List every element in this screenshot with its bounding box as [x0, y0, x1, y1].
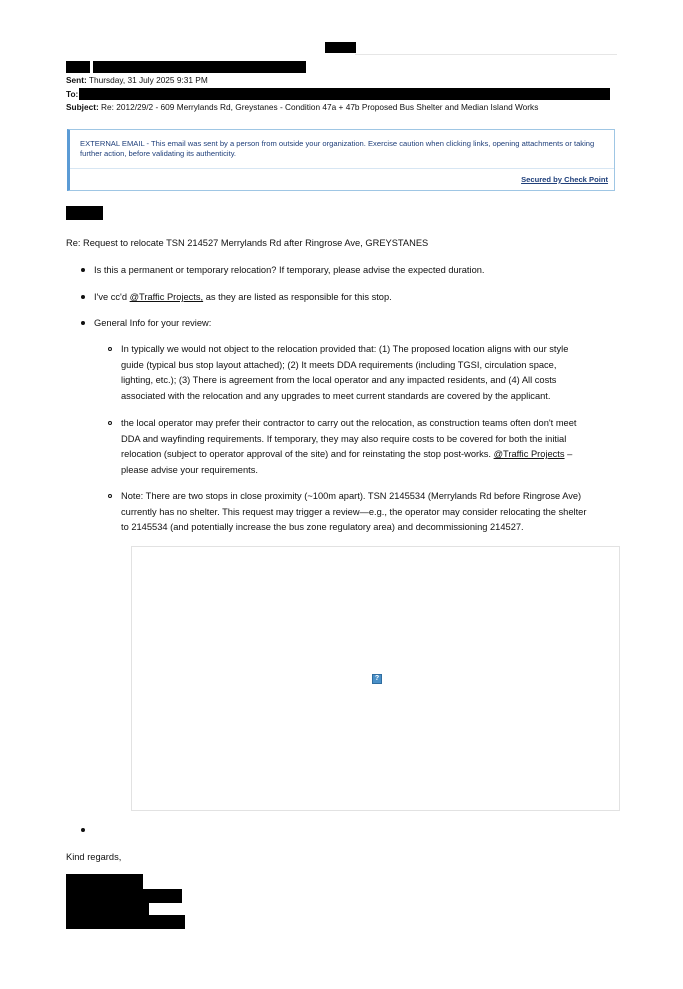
sub-item-2-line: please advise your requirements. [121, 464, 258, 475]
subject-value: Re: 2012/29/2 - 609 Merrylands Rd, Greystanes - Condition 47a + 47b Proposed Bus Shelter and Median Island Works [101, 102, 539, 112]
broken-image-icon: ? [372, 674, 382, 684]
sub-item-1 [121, 342, 568, 404]
sub-item-2-line: the local operator may prefer their contractor to carry out the relocation, as construction teams often don't meet [121, 418, 577, 428]
redacted-signature-title [66, 889, 182, 903]
external-email-banner [67, 129, 615, 191]
bullet-dot [81, 295, 85, 299]
sub-bullet-circle [108, 494, 112, 498]
traffic-projects-mention[interactable]: @Traffic Projects, [129, 292, 204, 302]
redacted-signature-contact [66, 915, 185, 929]
re-line: Re: Request to relocate TSN 214527 Merrylands Rd after Ringrose Ave, GREYSTANES [66, 238, 429, 248]
sub-item-2-line-3 [121, 447, 576, 463]
bullet-2-rest: as they are listed as responsible for this stop. [205, 292, 392, 302]
subject-line [66, 102, 538, 113]
sub-item-1-line: associated with the relocation and any upgrades to meet current standards are covered by the applicant. [121, 390, 551, 401]
bullet-2-text [94, 290, 392, 306]
sent-label: Sent: [66, 75, 87, 85]
sub-bullet-circle [108, 421, 112, 425]
redacted-signature-name [66, 874, 143, 889]
banner-divider [70, 168, 614, 169]
bullet-dot [81, 321, 85, 325]
sub-item-3-line: currently has no shelter. This request may trigger a review—e.g., the operator may consider relocating the shelter [121, 506, 587, 517]
sub-item-2 [121, 416, 576, 478]
sub-item-1-line: In typically we would not object to the relocation provided that: (1) The proposed location aligns with our style [121, 344, 569, 354]
empty-bullet-dot [81, 828, 85, 832]
sub-item-1-line: guide (typical bus stop layout attached); (2) It meets DDA requirements (including TGSI, circulation space, [121, 359, 557, 370]
sent-line [66, 75, 208, 86]
secured-by-checkpoint-link[interactable]: Secured by Check Point [521, 175, 608, 184]
embedded-image-placeholder [131, 546, 620, 811]
header-rule [355, 54, 617, 55]
bullet-dot [81, 268, 85, 272]
traffic-projects-mention-2[interactable]: @Traffic Projects [493, 449, 565, 459]
sub-item-3-line: to 2145534 (and potentially increase the bus zone regulatory area) and decommissioning 214527. [121, 522, 524, 532]
subject-label: Subject: [66, 102, 99, 112]
bullet-2-prefix: I've cc'd [94, 292, 128, 302]
redacted-to-value [79, 88, 610, 100]
to-line [66, 89, 78, 100]
sub-item-2-line: DDA and wayfinding requirements. If temporary, they may also require costs to be covered for both the initial [121, 433, 567, 444]
em-dash: – [567, 449, 573, 459]
redacted-greeting [66, 206, 103, 220]
sub-item-2-line: relocation (subject to operator approval of the site) and for reinstating the stop post-works. [121, 449, 492, 459]
sent-value: Thursday, 31 July 2025 9:31 PM [88, 75, 208, 85]
bullet-1-text: Is this a permanent or temporary relocation? If temporary, please advise the expected duration. [94, 265, 485, 275]
sub-item-1-line: lighting, etc.); (3) There is agreement from the local operator and any impacted residents, and (4) All costs [121, 375, 557, 385]
closing-text: Kind regards, [66, 852, 122, 862]
to-label: To: [66, 89, 79, 99]
sub-item-3-line: Note: There are two stops in close proximity (~100m apart). TSN 2145534 (Merrylands Rd before Ringrose Ave) [121, 491, 582, 501]
sub-bullet-circle [108, 347, 112, 351]
redacted-org-logo [325, 42, 356, 53]
bullet-3-text: General Info for your review: [94, 318, 212, 328]
redacted-from-value [93, 61, 306, 73]
redacted-from-label [66, 61, 90, 73]
sub-item-3 [121, 489, 586, 536]
banner-text: EXTERNAL EMAIL - This email was sent by a person from outside your organization. Exercise caution when clicking links, opening attachments or taking further action, before validating its authenticity. [80, 139, 595, 158]
